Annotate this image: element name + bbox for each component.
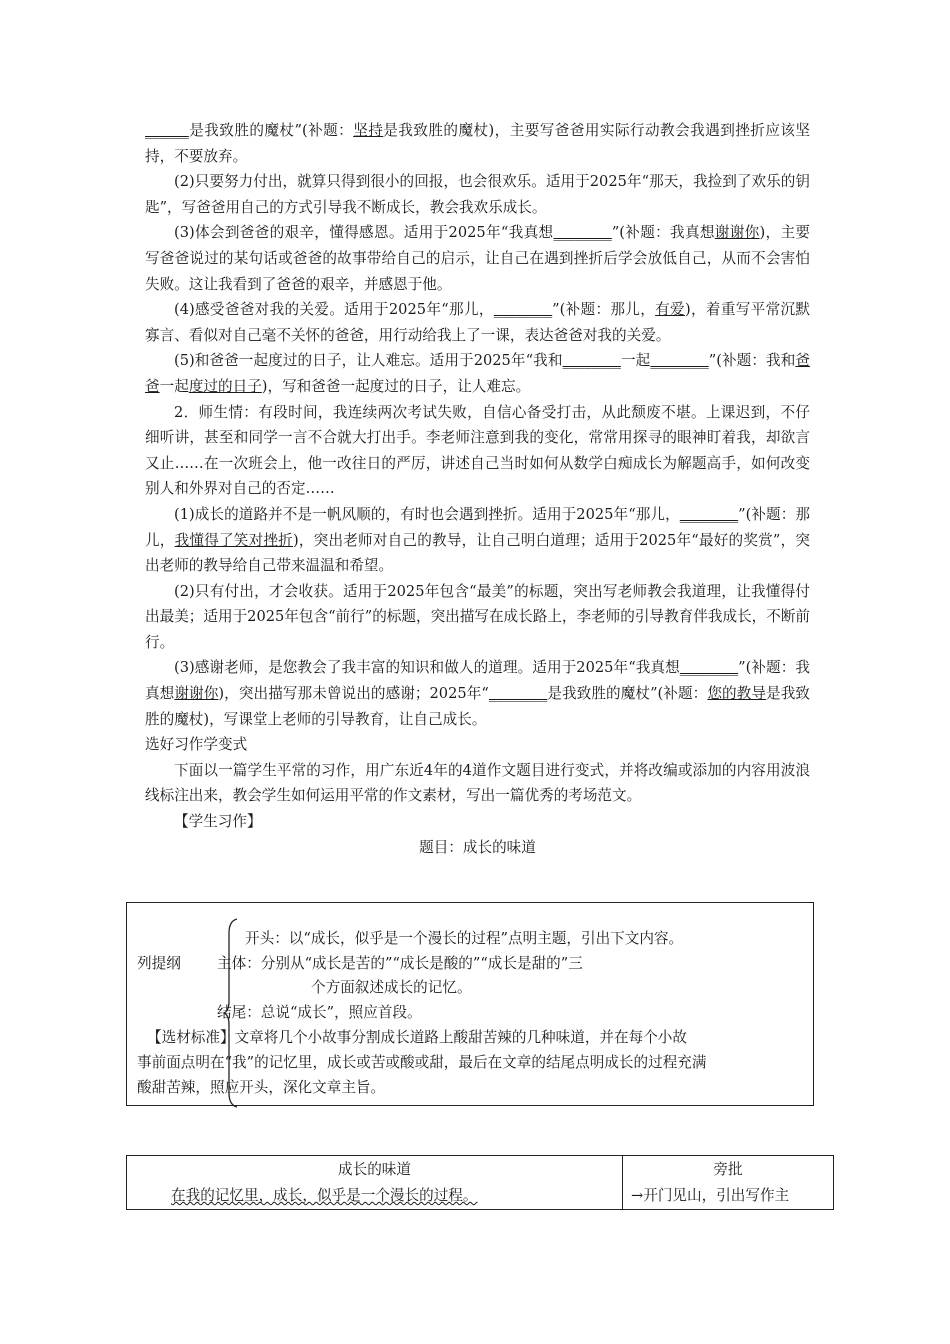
outline-body-2: 个方面叙述成长的记忆。 bbox=[311, 979, 472, 996]
paragraph-3: (3)体会到爸爸的艰辛，懂得感恩。适用于2025年“我真想________”(补题：我真想谢谢你)，主要写爸爸说过的某句话或爸爸的故事带给自己的启示，让自己在遇到挫折后学会放低自己，从而不会害怕失败。这让我看到了爸爸的艰辛，并感恩于他。 bbox=[145, 224, 810, 293]
outline-box bbox=[126, 902, 814, 1106]
student-essay-label: 【学生习作】 bbox=[174, 813, 262, 831]
paragraph-8: (2)只有付出，才会收获。适用于2025年包含“最美”的标题，突出写老师教会我道理，让我懂得付出最美；适用于2025年包含“前行”的标题，突出描写在成长路上，李老师的引导教育伴我成长，不断前行。 bbox=[145, 582, 811, 651]
outline-label: 列提纲 bbox=[137, 955, 181, 972]
paragraph-9: (3)感谢老师，是您教会了我丰富的知识和做人的道理。适用于2025年“我真想________”(补题：我真想谢谢你)，突出描写那未曾说出的感谢；2025年“________是我致胜的魔杖”(补题：您的教导是我致胜的魔杖)，写课堂上老师的引导教育，让自己成长。 bbox=[145, 659, 810, 728]
annotation-column bbox=[623, 1156, 833, 1209]
paragraph-7: (1)成长的道路并不是一帆风顺的，有时也会遇到挫折。适用于2025年“那儿，________”(补题：那儿，我懂得了笑对挫折)，突出老师对自己的教导，让自己明白道理；适用于2025年“最好的奖赏”，突出老师的教导给自己带来温温和希望。 bbox=[145, 505, 810, 575]
paragraph-5: (5)和爸爸一起度过的日子，让人难忘。适用于2025年“我和________一起________”(补题：我和爸爸一起度过的日子)，写和爸爸一起度过的日子，让人难忘。 bbox=[145, 352, 810, 395]
essay-title: 题目：成长的味道 bbox=[419, 838, 536, 856]
outline-opening: 开头：以“成长，似乎是一个漫长的过程”点明主题，引出下文内容。 bbox=[245, 930, 684, 947]
essay-first-line: 在我的记忆里，成长，似乎是一个漫长的过程。 bbox=[171, 1187, 478, 1204]
paragraph-1: ______是我致胜的魔杖”(补题：坚持是我致胜的魔杖)，主要写爸爸用实际行动教会我遇到挫折应该坚持，不要放弃。 bbox=[145, 122, 810, 165]
document-body bbox=[145, 118, 810, 860]
paragraph-2: (2)只要努力付出，就算只得到很小的回报，也会很欢乐。适用于2025年“那天，我捡到了欢乐的钥匙”，写爸爸用自己的方式引导我不断成长，教会我欢乐成长。 bbox=[145, 173, 810, 216]
section-title: 选好习作学变式 bbox=[145, 736, 248, 754]
annotation-title: 旁批 bbox=[713, 1161, 743, 1178]
essay-comment-table bbox=[126, 1155, 834, 1210]
criteria-line-2: 事前面点明在“我”的记忆里，成长或苦或酸或甜，最后在文章的结尾点明成长的过程充满 bbox=[137, 1054, 707, 1071]
paragraph-4: (4)感受爸爸对我的关爱。适用于2025年“那儿，________”(补题：那儿，有爱)，着重写平常沉默寡言、看似对自己毫不关怀的爸爸，用行动给我上了一课，表达爸爸对我的关爱。 bbox=[145, 301, 810, 344]
essay-column-title: 成长的味道 bbox=[338, 1161, 411, 1178]
criteria-line-1: 【选材标准】文章将几个小故事分割成长道路上酸甜苦辣的几种味道，并在每个小故 bbox=[147, 1029, 687, 1046]
paragraph-10: 下面以一篇学生平常的习作，用广东近4年的4道作文题目进行变式，并将改编或添加的内容用波浪线标注出来，教会学生如何运用平常的作文素材，写出一篇优秀的考场范文。 bbox=[145, 761, 810, 805]
paragraph-6: 2．师生情：有段时间，我连续两次考试失败，自信心备受打击，从此颓废不堪。上课迟到，不仔细听讲，甚至和同学一言不合就大打出手。李老师注意到我的变化，常常用探寻的眼神盯着我，却欲言又止……在一次班会上，他一改往日的严厉，讲述自己当时如何从数学白痴成长为解题高手，如何改变别人和外界对自己的否定…… bbox=[145, 403, 810, 498]
essay-column bbox=[127, 1156, 623, 1209]
outline-body-1: 主体：分别从“成长是苦的”“成长是酸的”“成长是甜的”三 bbox=[217, 955, 583, 972]
outline-ending: 结尾：总说“成长”，照应首段。 bbox=[217, 1004, 422, 1021]
criteria-line-3: 酸甜苦辣，照应开头，深化文章主旨。 bbox=[137, 1079, 386, 1096]
annotation-text: →开门见山，引出写作主 bbox=[631, 1187, 790, 1204]
